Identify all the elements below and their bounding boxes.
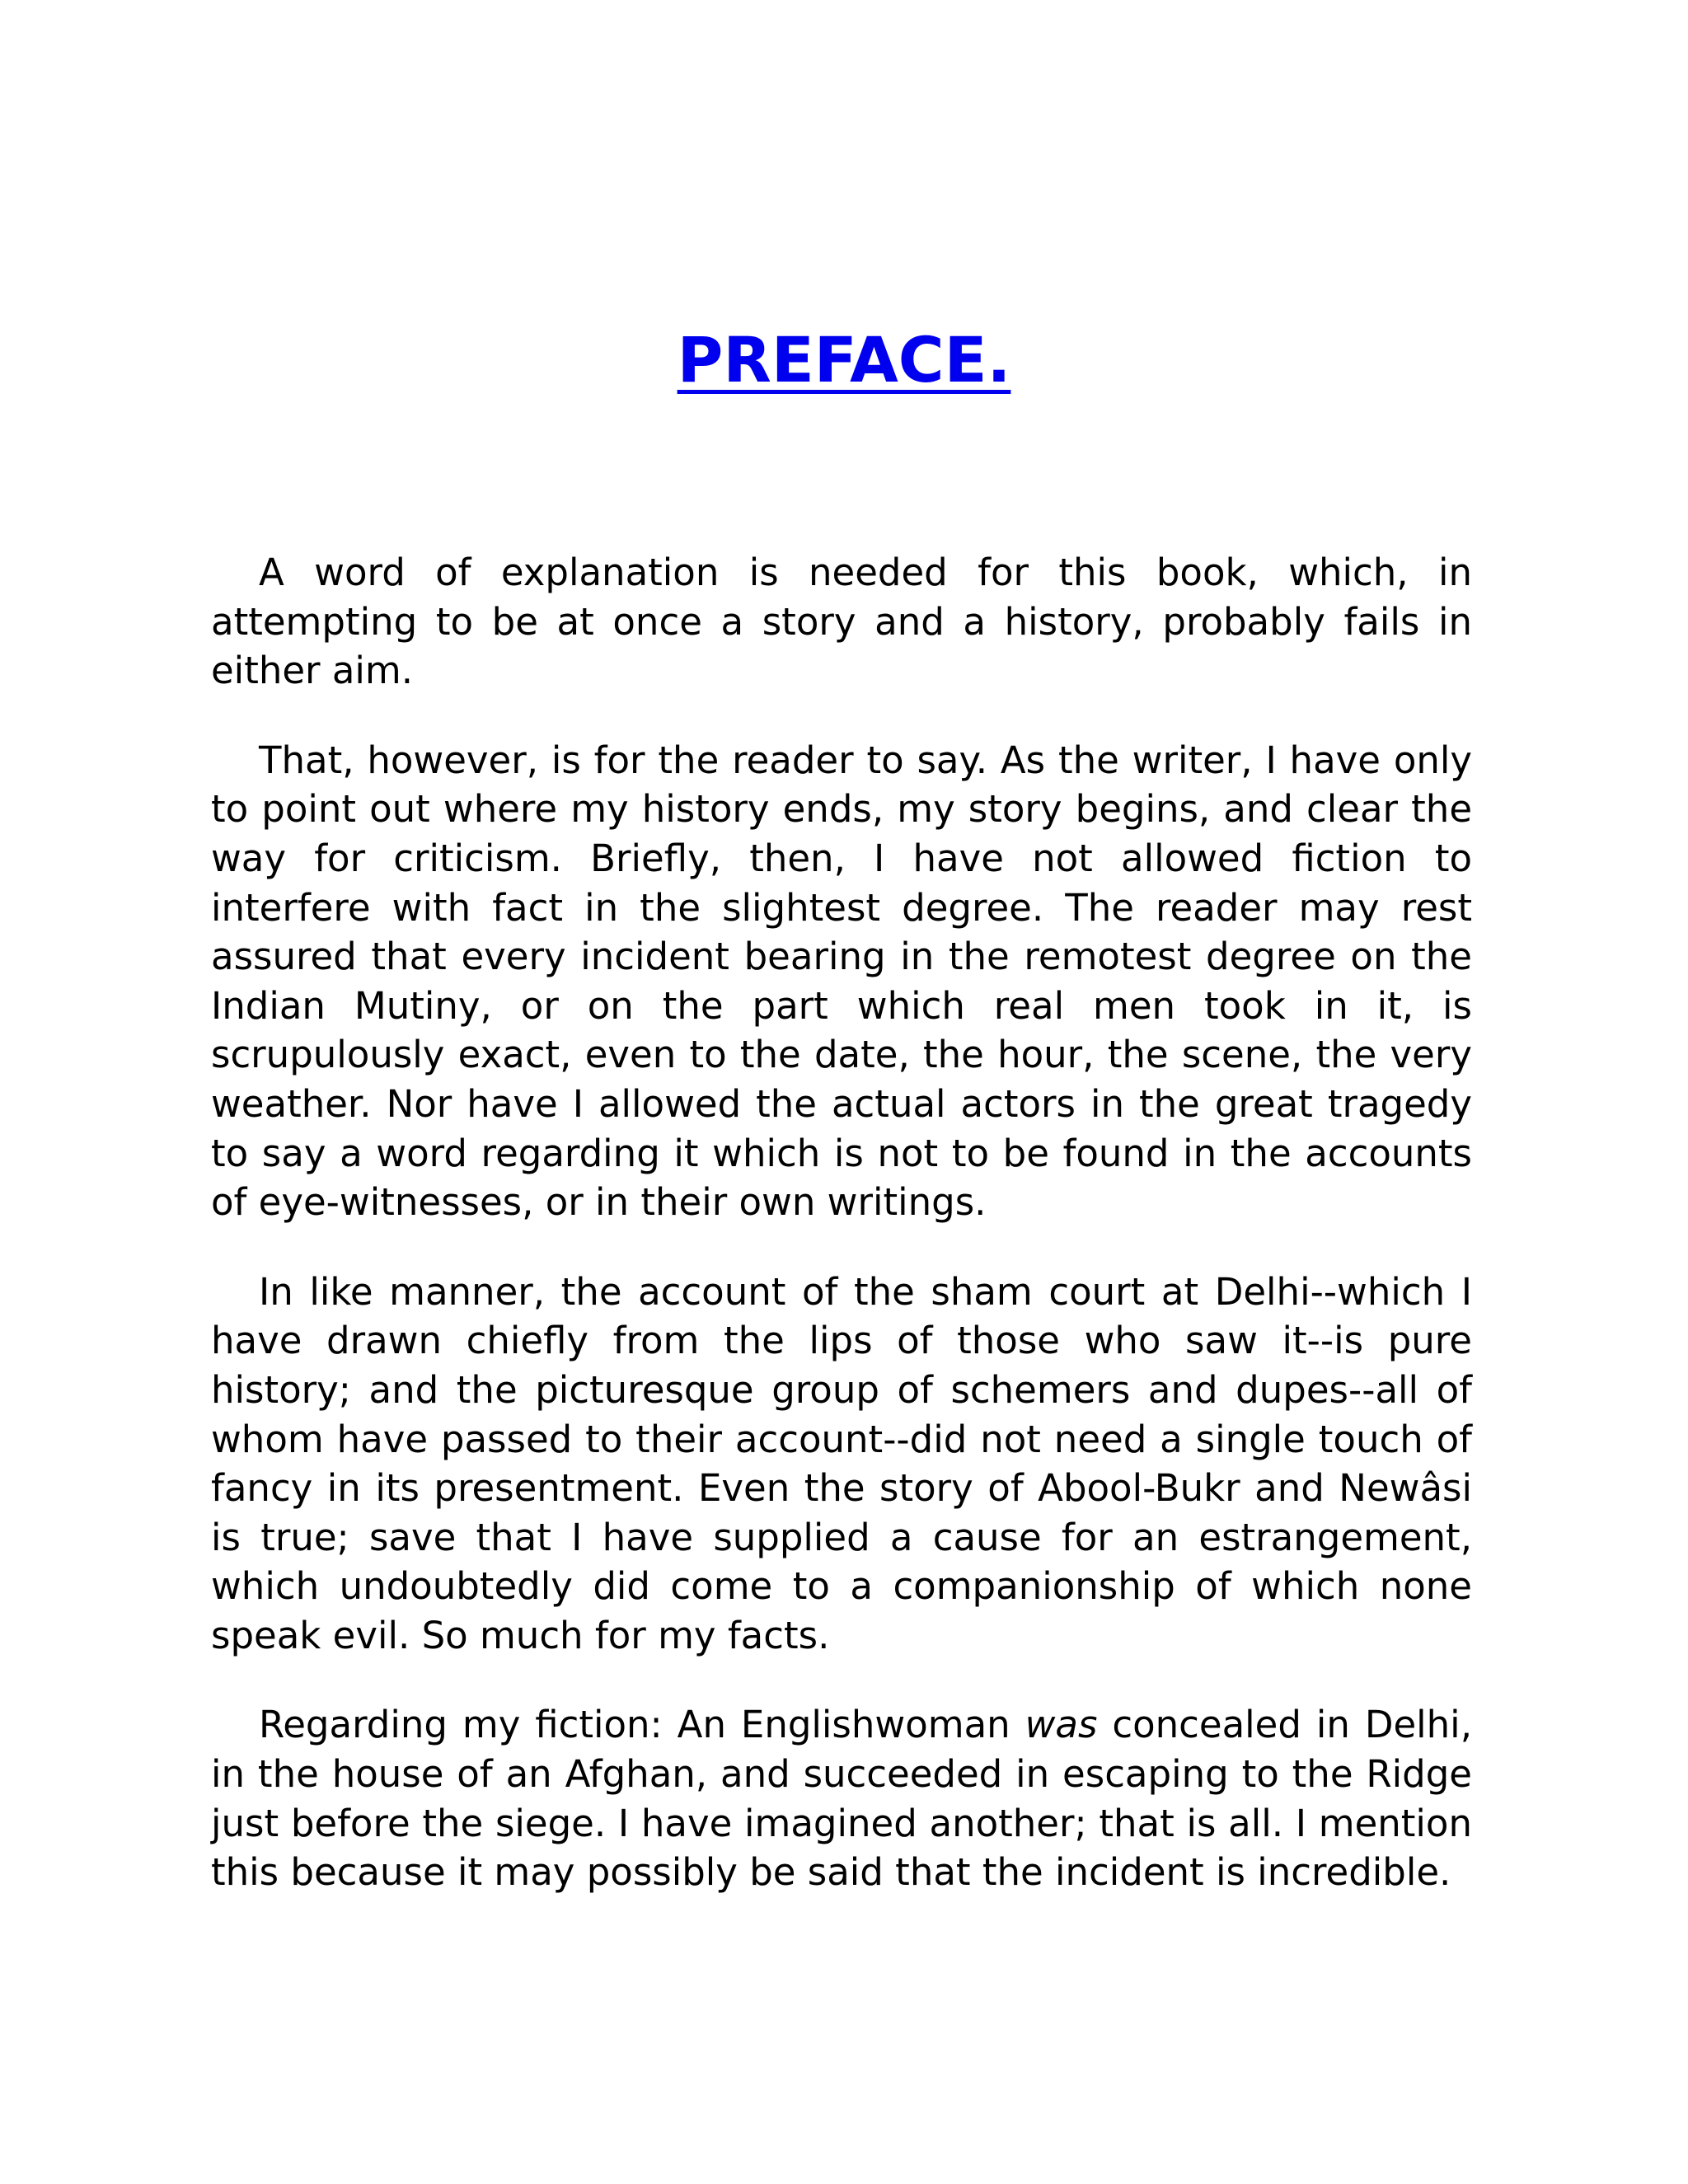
- paragraph-4-lead: Regarding my fiction: An Englishwoman: [259, 1703, 1025, 1747]
- paragraph-4-emphasis: was: [1025, 1703, 1098, 1747]
- paragraph-3: In like manner, the account of the sham court at Delhi--which I have drawn chiefly from the lips of those who saw it--is pure history; and the picturesque group of schemers and dupes--all of whom have passed to their account--did not need a single touch of fancy in its presentment. Even the story of Abool-Bukr and Newâsi is true; save that I have supplied a cause for an estrangement, which undoubtedly did come to a companionship of which none speak evil. So much for my facts.: [211, 1269, 1472, 1657]
- preface-body: [211, 548, 1472, 1938]
- paragraph-2: That, however, is for the reader to say. As the writer, I have only to point out where my history ends, my story begins, and clear the way for criticism. Briefly, then, I have not allowed fiction to interfere with fact in the slightest degree. The reader may rest assured that every incident bearing in the remotest degree on the Indian Mutiny, or on the part which real men took in it, is scrupulously exact, even to the date, the hour, the scene, the very weather. Nor have I allowed the actual actors in the great tragedy to say a word regarding it which is not to be found in the accounts of eye-witnesses, or in their own writings.: [211, 738, 1472, 1225]
- page-title: [0, 315, 1688, 405]
- preface-title-link[interactable]: PREFACE.: [677, 323, 1011, 396]
- paragraph-4: [211, 1700, 1472, 1896]
- paragraph-1: A word of explanation is needed for this book, which, in attempting to be at once a story and a history, probably fails in either aim.: [211, 551, 1472, 693]
- paragraph-4-rest: concealed in Delhi, in the house of an Afghan, and succeeded in escaping to the Ridge just before the siege. I have imagined another; that is all. I mention this because it may possibly be said that the incident is incredible.: [211, 1703, 1472, 1895]
